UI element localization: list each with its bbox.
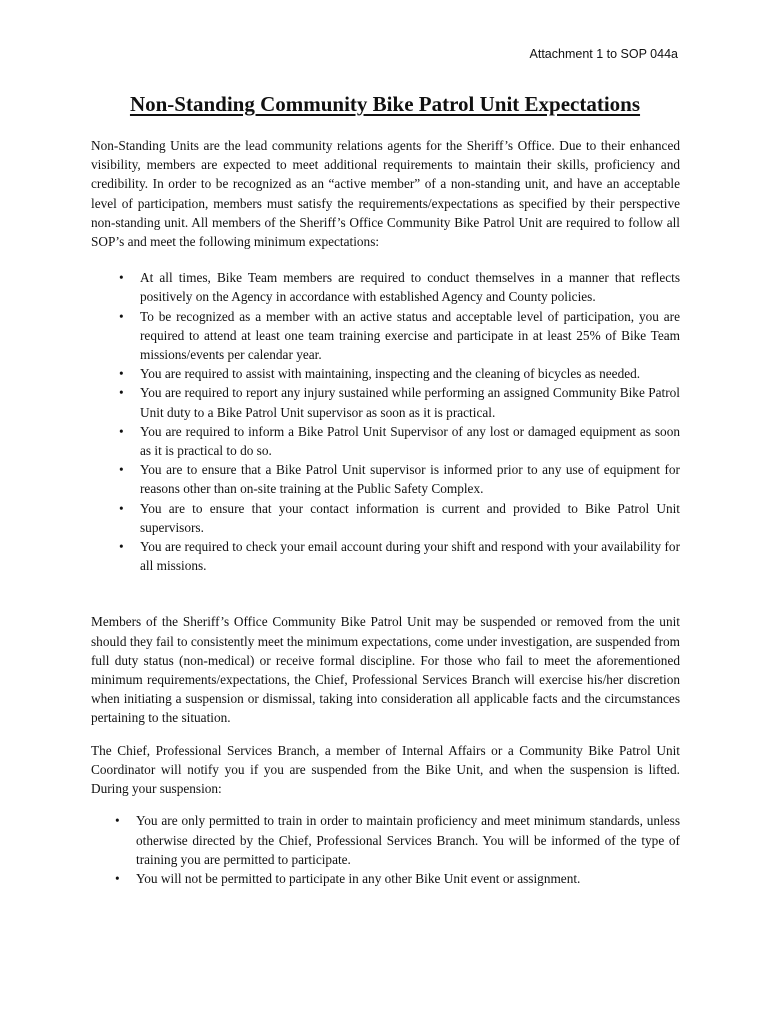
expectations-list	[91, 268, 680, 575]
list-item: • You are only permitted to train in order to maintain proficiency and meet minimum standards, unless otherwise directed by the Chief, Professional Services Branch. You will be informed of the type of training you are permitted to participate.	[136, 811, 680, 869]
list-item: • You are required to check your email account during your shift and respond with your availability for all missions.	[140, 537, 680, 575]
intro-paragraph: Non-Standing Units are the lead community relations agents for the Sheriff’s Office. Due to their enhanced visibility, members are expected to meet additional requirements to maintain their skills, proficiency and credibility. In order to be recognized as an “active member” of a non-standing unit, and have an acceptable level of participation, members must satisfy the requirements/expectations as specified by their perspective non-standing unit. All members of the Sheriff’s Office Community Bike Patrol Unit are required to follow all SOP’s and meet the following minimum expectations:	[91, 138, 680, 250]
attachment-reference: Attachment 1 to SOP 044a	[529, 47, 678, 61]
list-item: • You are required to assist with maintaining, inspecting and the cleaning of bicycles as needed.	[140, 364, 680, 383]
notification-paragraph: The Chief, Professional Services Branch, a member of Internal Affairs or a Community Bike Patrol Unit Coordinator will notify you if you are suspended from the Bike Unit, and when the suspension is lifted. During your suspension:	[91, 742, 680, 797]
list-item: • You are required to report any injury sustained while performing an assigned Community Bike Patrol Unit duty to a Bike Patrol Unit supervisor as soon as it is practical.	[140, 383, 680, 421]
list-item: • You are to ensure that your contact information is current and provided to Bike Patrol Unit supervisors.	[140, 499, 680, 537]
list-item: • To be recognized as a member with an active status and acceptable level of participation, you are required to attend at least one team training exercise and participate in at least 25% of Bike Team missions/events per calendar year.	[140, 307, 680, 365]
suspension-paragraph: Members of the Sheriff’s Office Community Bike Patrol Unit may be suspended or removed from the unit should they fail to consistently meet the minimum expectations, come under investigation, are suspended from full duty status (non-medical) or receive formal discipline. For those who fail to meet the aforementioned minimum requirements/expectations, the Chief, Professional Services Branch will exercise his/her discretion when initiating a suspension or dismissal, taking into consideration all applicable facts and the circumstances pertaining to the situation.	[91, 614, 680, 726]
list-item: • You are required to inform a Bike Patrol Unit Supervisor of any lost or damaged equipment as soon as it is practical to do so.	[140, 422, 680, 460]
document-title: Non-Standing Community Bike Patrol Unit Expectations	[129, 92, 641, 116]
suspension-rules-list	[91, 811, 680, 888]
list-item: • You are to ensure that a Bike Patrol Unit supervisor is informed prior to any use of equipment for reasons other than on-site training at the Public Safety Complex.	[140, 460, 680, 498]
list-item: • At all times, Bike Team members are required to conduct themselves in a manner that reflects positively on the Agency in accordance with established Agency and County policies.	[140, 268, 680, 306]
list-item: • You will not be permitted to participate in any other Bike Unit event or assignment.	[136, 869, 680, 888]
document-body	[91, 136, 680, 888]
